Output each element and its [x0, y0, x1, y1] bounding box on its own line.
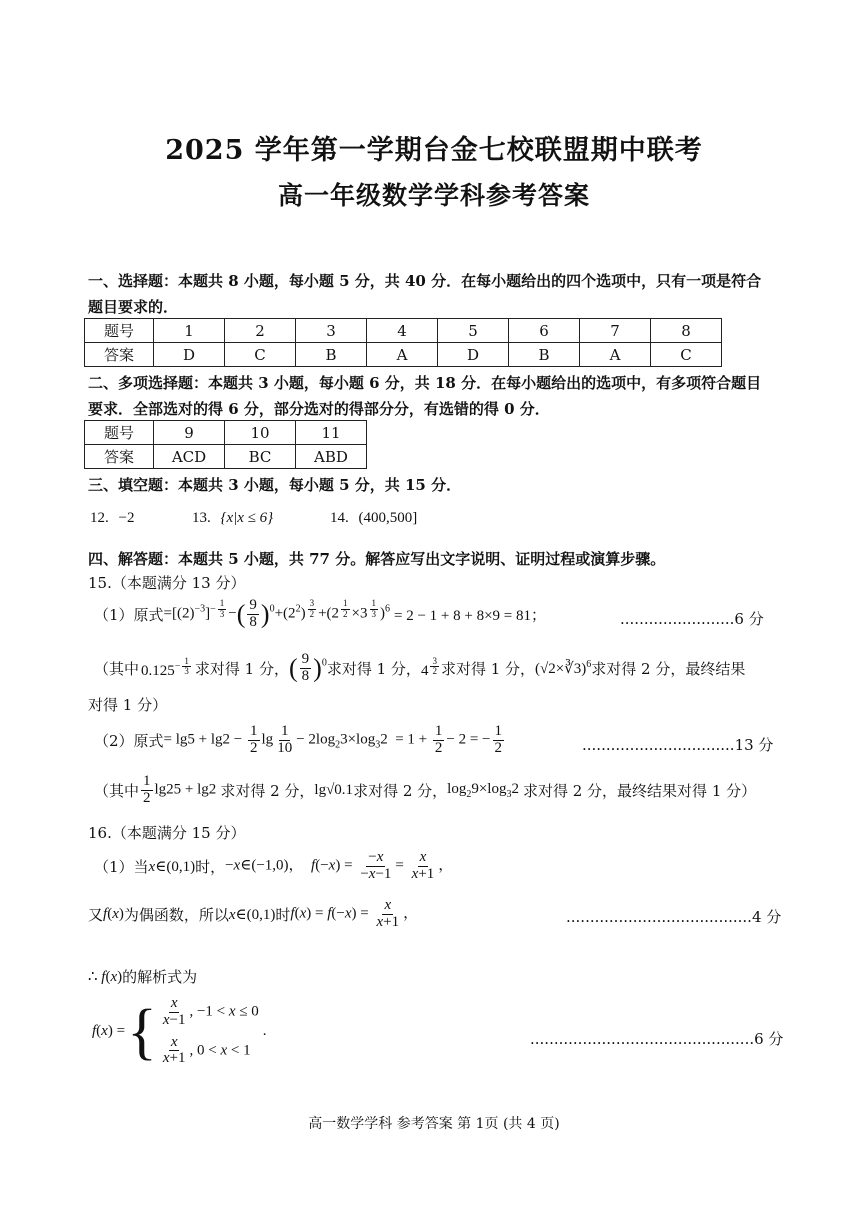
table-row — [85, 343, 722, 367]
sec2-heading-line1: 二、多项选择题：本题共 3 小题，每小题 6 分，共 18 分．在每小题给出的选项中，有多项符合题目 — [88, 374, 762, 392]
line-math: x∈(0,1) — [228, 906, 276, 923]
q14-answer: (400,500] — [358, 510, 418, 526]
q12-answer: −2 — [118, 510, 135, 526]
note-math: (√2×∛3)$^6$ — [535, 658, 592, 677]
table-cell: 11 — [296, 421, 367, 445]
q15-part2-score: ................................13 分 — [582, 736, 774, 754]
note-text: （其中 — [94, 781, 140, 800]
table-cell: 答案 — [85, 343, 154, 367]
q15-note1 — [94, 652, 745, 685]
note-text: 求对得 1 分， — [194, 659, 289, 678]
table-cell: 9 — [154, 421, 225, 445]
sec1-heading-line1: 一、选择题：本题共 8 小题，每小题 5 分，共 40 分．在每小题给出的四个选项中，只有一项是符合 — [88, 272, 762, 290]
table-cell: 2 — [225, 319, 296, 343]
table-cell: A — [367, 343, 438, 367]
q16-piecewise-score: ...............................................6 分 — [530, 1030, 784, 1048]
table-cell: C — [225, 343, 296, 367]
choice-answer-table — [84, 318, 722, 367]
table-cell: BC — [225, 445, 296, 469]
table-cell: 7 — [580, 319, 651, 343]
note-text: 求对得 1 分， — [326, 659, 421, 678]
note-text: 求对得 2 分，最终结果 — [591, 659, 746, 678]
note-math: $\frac{1}{2}$ lg25 + lg2 — [143, 773, 217, 806]
piecewise-cases — [159, 996, 259, 1067]
line-text: 为偶函数，所以 — [123, 905, 229, 924]
table-cell: 3 — [296, 319, 367, 343]
q15-part1-result: = 2 − 1 + 8 + 8×9 = 81； — [394, 607, 547, 624]
table-cell: 答案 — [85, 445, 154, 469]
q13-label: 13. — [192, 510, 211, 526]
table-row — [85, 421, 367, 445]
fill-answer-12 — [90, 510, 134, 527]
table-cell: 6 — [509, 319, 580, 343]
table-cell: 1 — [154, 319, 225, 343]
table-cell: D — [154, 343, 225, 367]
case-1: $\frac{x}{x-1}$ , −1 < x ≤ 0 — [162, 995, 259, 1028]
q15-part2-label: （2）原式 — [94, 731, 164, 750]
table-cell: 5 — [438, 319, 509, 343]
table-cell: B — [509, 343, 580, 367]
note-text: （其中 — [94, 659, 140, 678]
q15-part1-label: （1）原式 — [94, 605, 164, 624]
table-row — [85, 445, 367, 469]
table-cell: A — [580, 343, 651, 367]
case-2: $\frac{x}{x+1}$ , 0 < x < 1 — [162, 1033, 251, 1067]
line-math: x∈(0,1) — [148, 858, 196, 875]
note-text: 求对得 2 分，最终结果对得 1 分） — [522, 781, 757, 800]
q12-label: 12. — [90, 510, 109, 526]
line-text: 时， — [195, 857, 226, 876]
q13-answer: {x|x ≤ 6} — [220, 510, 274, 526]
sec3-heading: 三、填空题：本题共 3 小题，每小题 5 分，共 15 分． — [88, 476, 462, 494]
line-math: f(x) = f(−x) = $\frac{x}{x+1}$ ， — [290, 897, 419, 930]
q16-piecewise — [92, 996, 267, 1067]
line-text: （1）当 — [94, 857, 149, 876]
q15-note1-cont: 对得 1 分） — [88, 696, 168, 714]
table-cell: ACD — [154, 445, 225, 469]
table-cell: 题号 — [85, 319, 154, 343]
fill-answer-14 — [330, 510, 417, 527]
table-cell: B — [296, 343, 367, 367]
table-cell: ABD — [296, 445, 367, 469]
q15-note2 — [94, 774, 756, 807]
line-text: 又 — [88, 905, 104, 924]
multi-choice-answer-table — [84, 420, 367, 469]
brace-icon: { — [127, 997, 157, 1066]
q16-line3 — [88, 966, 197, 987]
note-text: 求对得 1 分， — [440, 659, 536, 678]
table-cell: 10 — [225, 421, 296, 445]
q15-heading: 15.（本题满分 13 分） — [88, 574, 246, 592]
note-text: 求对得 2 分， — [353, 781, 448, 800]
q15-part2-expression: = lg5 + lg2 − $\frac{1}{2}$ lg $\frac{1}{10}$ − $2\log_23\times\log_32 = 1$ + $\frac{1}{2}$ − 2 = − $\frac{1}{2}$ — [163, 723, 503, 756]
line-text: 时 — [275, 905, 291, 924]
q14-label: 14. — [330, 510, 349, 526]
q15-part1-score: ........................6 分 — [620, 610, 764, 628]
q16-line2 — [88, 898, 418, 931]
table-cell: 8 — [651, 319, 722, 343]
line-math: f(x) — [103, 905, 124, 922]
q16-heading: 16.（本题满分 15 分） — [88, 824, 246, 842]
note-math: ( $\frac{9}{8}$ )$^0$ — [289, 651, 327, 684]
line-math: ∴ f(x) — [88, 969, 123, 985]
q16-line2-score: .......................................4 分 — [566, 908, 782, 926]
table-row — [85, 319, 722, 343]
note-text: 求对得 2 分， — [220, 781, 315, 800]
note-math: 4 $^{\frac{3}{2}}$ — [420, 655, 437, 679]
q15-part2-line — [94, 724, 506, 757]
q15-part1-expression: $=[(2)^{-3}]^{- \frac{1}{3}}$ −( $\frac{9}{8}$ )$^0+(2^2)$ $^{\frac{3}{2}}$ +(2 $^{\frac{1}{2}}$ ×3 $^{\frac{1}{3}}$ )$^6$ — [163, 597, 390, 630]
table-cell: 题号 — [85, 421, 154, 445]
line-math: −x∈(−1,0)， f(−x) = $\frac{-x}{-x-1}$ = $\frac{x}{x+1}$ ， — [225, 849, 454, 882]
table-cell: 4 — [367, 319, 438, 343]
page-footer: 高一数学学科 参考答案 第 1页 (共 4 页) — [308, 1116, 560, 1132]
sec2-heading-line2: 要求．全部选对的得 6 分，部分选对的得部分分，有选错的得 0 分． — [88, 400, 550, 418]
table-cell: D — [438, 343, 509, 367]
note-math: lg√0.1 — [314, 781, 354, 798]
line-math: f(x) = — [92, 1023, 126, 1039]
note-math: $\log_29\times\log_32$ — [447, 780, 519, 800]
sec1-heading-line2: 题目要求的． — [88, 298, 179, 316]
line-text: 的解析式为 — [122, 968, 198, 986]
fill-answer-13 — [192, 510, 273, 527]
q15-part1-line — [94, 598, 546, 631]
table-cell: C — [651, 343, 722, 367]
page-subtitle: 高一年级数学学科参考答案 — [277, 181, 590, 210]
period: . — [262, 1023, 267, 1039]
q16-part1-line — [94, 850, 453, 883]
sec4-heading: 四、解答题：本题共 5 小题，共 77 分。解答应写出文字说明、证明过程或演算步骤。 — [88, 550, 666, 568]
page-title: 2025 学年第一学期台金七校联盟期中联考 — [165, 135, 703, 166]
note-math: $0.125^{- \frac{1}{3}}$ — [141, 655, 189, 679]
